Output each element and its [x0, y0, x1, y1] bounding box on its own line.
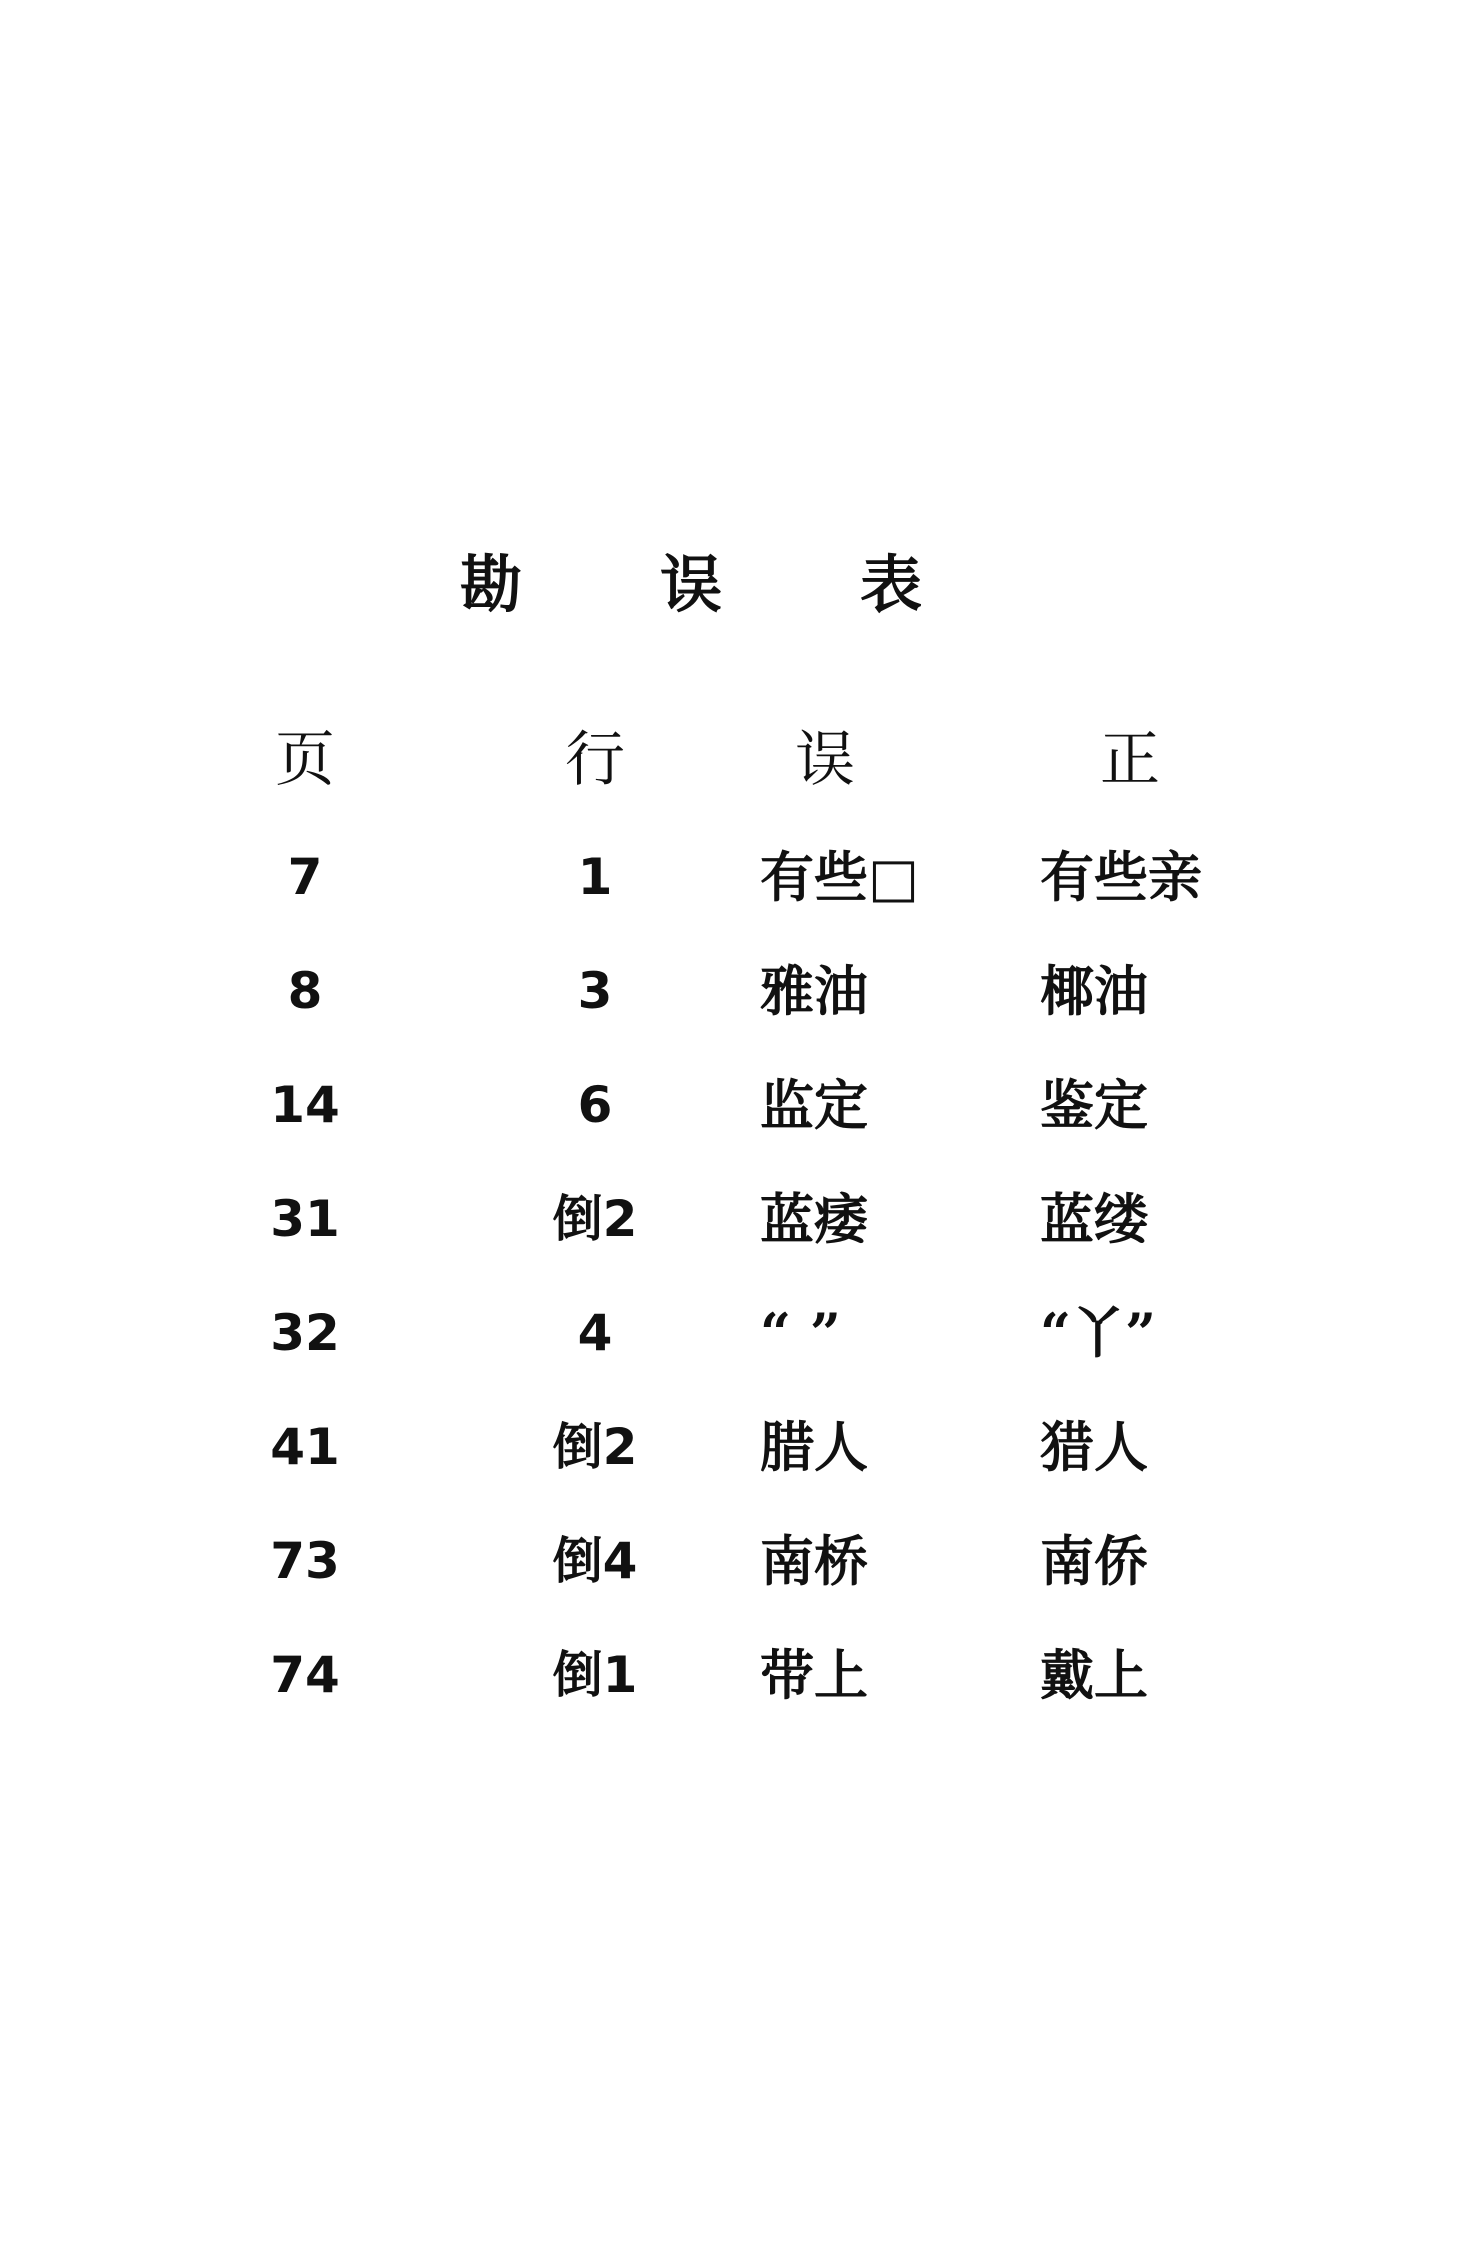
- correct-text: 南侨: [1040, 1529, 1148, 1593]
- header-correct: 正: [1100, 725, 1160, 795]
- line-number: 4: [577, 1304, 613, 1362]
- line-number: 1: [577, 848, 613, 906]
- page-number: 32: [270, 1304, 340, 1362]
- wrong-text: 蓝痿: [760, 1187, 868, 1251]
- wrong-text: 监定: [760, 1073, 868, 1137]
- title-char-3: 表: [860, 548, 923, 621]
- wrong-text: 南桥: [760, 1529, 868, 1593]
- line-number: 倒4: [552, 1532, 638, 1590]
- table-row: [0, 1390, 1459, 1504]
- line-number: 倒2: [552, 1418, 638, 1476]
- title-char-1: 勘: [460, 548, 523, 621]
- wrong-text: “ ”: [760, 1301, 841, 1365]
- page-number: 8: [287, 962, 323, 1020]
- table-row: [0, 1162, 1459, 1276]
- table-row: [0, 1618, 1459, 1732]
- correct-text: 椰油: [1040, 959, 1148, 1023]
- page-number: 41: [270, 1418, 340, 1476]
- line-number: 6: [577, 1076, 613, 1134]
- line-number: 倒1: [552, 1646, 638, 1704]
- errata-title: [0, 540, 1459, 630]
- wrong-text: 带上: [760, 1643, 868, 1707]
- wrong-text: 雅油: [760, 959, 868, 1023]
- page-number: 14: [270, 1076, 340, 1134]
- correct-text: 戴上: [1040, 1643, 1148, 1707]
- wrong-text: 有些□: [760, 845, 920, 909]
- table-row: [0, 1276, 1459, 1390]
- table-row: [0, 820, 1459, 934]
- correct-text: 猎人: [1040, 1415, 1148, 1479]
- errata-table: [0, 700, 1459, 1732]
- correct-text: “丫”: [1040, 1301, 1157, 1365]
- page-number: 74: [270, 1646, 340, 1704]
- table-row: [0, 934, 1459, 1048]
- title-char-2: 误: [660, 548, 723, 621]
- header-page: 页: [275, 725, 335, 795]
- wrong-text: 腊人: [760, 1415, 868, 1479]
- table-row: [0, 1048, 1459, 1162]
- correct-text: 鉴定: [1040, 1073, 1148, 1137]
- page-number: 7: [287, 848, 323, 906]
- correct-text: 有些亲: [1040, 845, 1202, 909]
- table-row: [0, 1504, 1459, 1618]
- header-wrong: 误: [795, 725, 855, 795]
- header-line: 行: [565, 725, 625, 795]
- page-number: 73: [270, 1532, 340, 1590]
- line-number: 倒2: [552, 1190, 638, 1248]
- correct-text: 蓝缕: [1040, 1187, 1148, 1251]
- page-number: 31: [270, 1190, 340, 1248]
- line-number: 3: [577, 962, 613, 1020]
- table-header-row: [0, 700, 1459, 820]
